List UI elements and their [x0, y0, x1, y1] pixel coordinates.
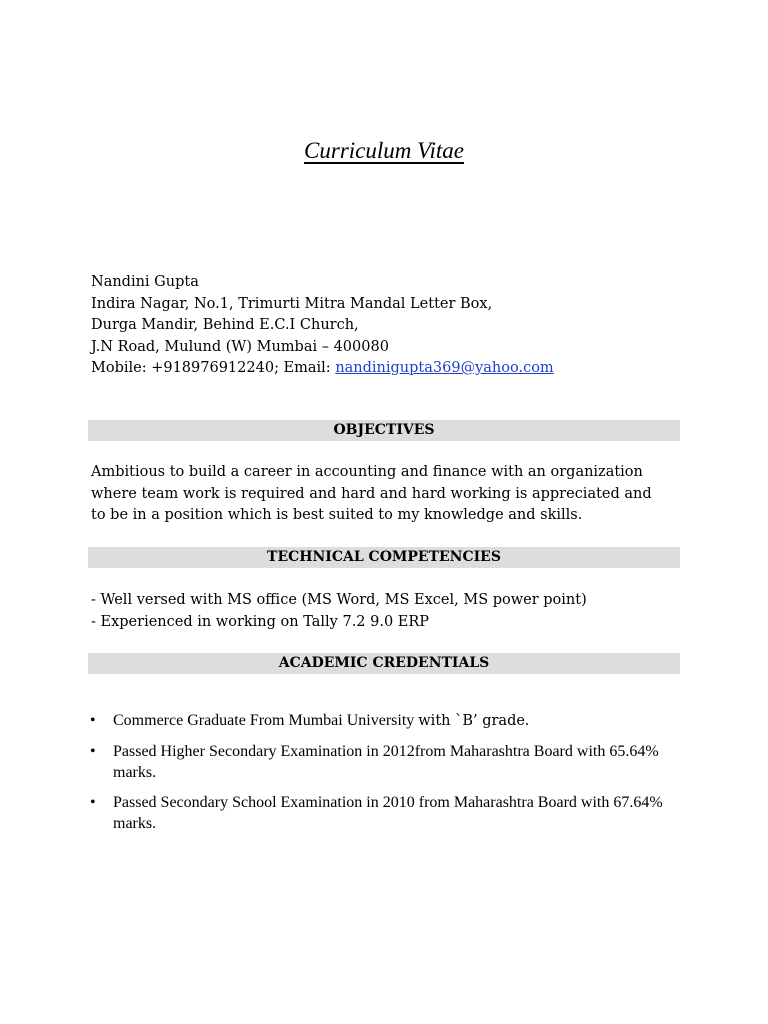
address-line-3: J.N Road, Mulund (W) Mumbai – 400080 [91, 338, 389, 355]
objectives-line: to be in a position which is best suited to my knowledge and skills. [91, 507, 583, 523]
academic-heading: ACADEMIC CREDENTIALS [88, 653, 680, 674]
academic-item-text: Passed Higher Secondary Examination in 2012from Maharashtra Board with 65.64% marks. [113, 743, 659, 781]
list-item [88, 741, 688, 783]
academic-item-text: Passed Secondary School Examination in 2010 from Maharashtra Board with 67.64% marks. [113, 794, 663, 832]
academic-list [88, 710, 688, 843]
contact-block [91, 272, 554, 380]
address-line-2: Durga Mandir, Behind E.C.I Church, [91, 317, 359, 333]
mobile-email-line [91, 358, 554, 380]
bullet-icon: • [90, 712, 96, 729]
bullet-icon: • [90, 794, 96, 811]
objectives-line: Ambitious to build a career in accounting and finance with an organization [91, 464, 643, 480]
bullet-icon: • [90, 743, 96, 760]
technical-item: - Well versed with MS office (MS Word, MS Excel, MS power point) [91, 592, 587, 608]
academic-item-end: . [524, 712, 529, 729]
email-link[interactable]: nandinigupta369@yahoo.com [335, 360, 554, 376]
mobile-text: Mobile: +918976912240; Email: [91, 360, 336, 376]
address-line-1: Indira Nagar, No.1, Trimurti Mitra Mandal Letter Box, [91, 295, 493, 312]
academic-item-text: Commerce Graduate From Mumbai University [113, 712, 419, 729]
technical-heading: TECHNICAL COMPETENCIES [88, 547, 680, 568]
list-item [88, 792, 688, 834]
document-title: Curriculum Vitae [304, 138, 464, 163]
objectives-heading: OBJECTIVES [88, 420, 680, 441]
candidate-name: Nandini Gupta [91, 274, 199, 290]
grade-text: with `B’ grade [418, 713, 525, 729]
objectives-line: where team work is required and hard and hard working is appreciated and [91, 485, 652, 502]
objectives-text [91, 462, 681, 527]
list-item [88, 710, 688, 732]
technical-item: - Experienced in working on Tally 7.2 9.0 ERP [91, 613, 430, 630]
technical-list [91, 590, 681, 633]
